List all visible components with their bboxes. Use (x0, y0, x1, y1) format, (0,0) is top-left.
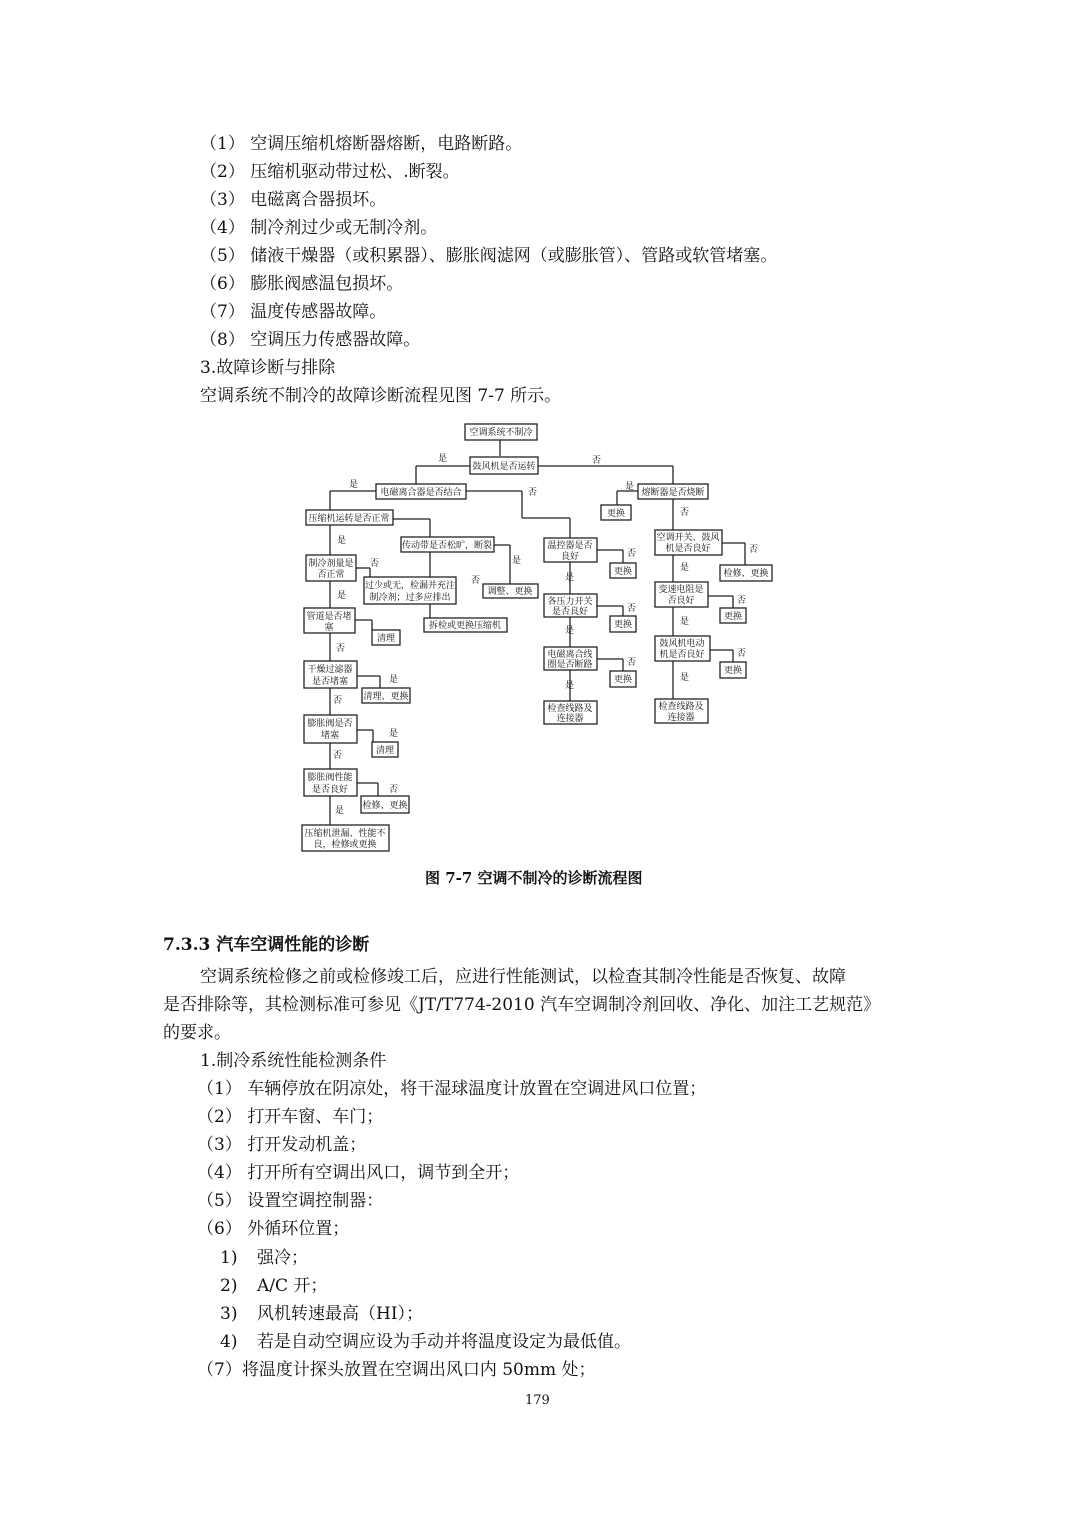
sub-item-number: 1) (220, 1248, 238, 1268)
fault-cause-6: （6） 膨胀阀感温包损坏。 (200, 274, 404, 294)
node-ac-repair (720, 565, 772, 581)
node-expansion-valve (304, 715, 357, 743)
condition-item: （1） 车辆停放在阴凉处，将干湿球温度计放置在空调进风口位置； (197, 1079, 707, 1099)
node-refrigerant-text-2: 否正常 (317, 570, 345, 580)
node-ac-switch-text-2: 机是否良好 (665, 544, 711, 554)
yes-label: 是 (565, 681, 575, 691)
node-speed-resistor (655, 582, 708, 607)
node-pressure-replace (610, 616, 636, 632)
node-expansion-valve-text-1: 膨胀阀是否 (307, 719, 353, 729)
node-pressure-switch-text-1: 各压力开关 (547, 597, 593, 607)
section-3-title: 3.故障诊断与排除 (200, 358, 336, 378)
node-pipe-clean (372, 630, 400, 645)
no-label: 否 (737, 596, 747, 606)
no-label: 否 (592, 456, 602, 466)
no-label: 否 (471, 576, 481, 586)
yes-label: 是 (337, 536, 347, 546)
node-drier-text-2: 是否堵塞 (311, 677, 349, 687)
node-refrigerant-text-1: 制冷剂量是 (308, 559, 354, 569)
sub-item-text: 风机转速最高（HI）； (257, 1304, 424, 1324)
fault-cause-2: （2） 压缩机驱动带过松、.断裂。 (200, 162, 460, 182)
sub-item-number: 4) (220, 1332, 238, 1352)
node-leak-charge-text-2: 制冷剂；过多应排出 (369, 593, 451, 603)
node-blower-text: 鼓风机是否运转 (472, 462, 536, 472)
node-compressor-run (306, 510, 393, 525)
node-ac-switch (655, 530, 722, 555)
node-disassemble-compressor-text: 拆检或更换压缩机 (428, 621, 502, 631)
node-drier-clean-replace-text: 清理、更换 (363, 692, 409, 702)
no-label: 否 (737, 649, 747, 659)
yes-label: 是 (625, 482, 635, 492)
figure-caption: 图 7-7 空调不制冷的诊断流程图 (425, 869, 643, 887)
no-label: 否 (528, 488, 538, 498)
node-check-wiring-right-text-2: 连接器 (667, 713, 695, 723)
page-number: 179 (525, 1393, 550, 1408)
node-expansion-valve-text-2: 堵塞 (320, 731, 340, 741)
node-clutch-coil-text-2: 圈是否断路 (547, 660, 593, 670)
sub-item-text: 若是自动空调应设为手动并将温度设定为最低值。 (257, 1332, 631, 1352)
yes-label: 是 (680, 673, 690, 683)
node-thermostat-text-2: 良好 (560, 552, 580, 562)
node-fuse-replace (601, 505, 631, 520)
condition-item: （6） 外循环位置； (197, 1219, 350, 1239)
node-expansion-repair (361, 796, 409, 813)
node-pressure-replace-text: 更换 (613, 620, 633, 630)
conditions-title: 1.制冷系统性能检测条件 (200, 1051, 387, 1071)
sub-item-text: A/C 开； (257, 1276, 328, 1296)
no-label: 否 (333, 751, 343, 761)
yes-label: 是 (512, 556, 522, 566)
node-thermostat (544, 538, 597, 562)
yes-label: 是 (335, 806, 345, 816)
paragraph-line: 的要求。 (163, 1023, 231, 1043)
condition-item: （3） 打开发动机盖； (197, 1135, 367, 1155)
node-adjust-replace (483, 584, 538, 598)
fault-cause-7: （7） 温度传感器故障。 (200, 302, 387, 322)
yes-label: 是 (680, 617, 690, 627)
condition-item: （4） 打开所有空调出风口，调节到全开； (197, 1163, 520, 1183)
no-label: 否 (627, 658, 637, 668)
no-label: 否 (749, 545, 759, 555)
node-expansion-repair-text: 检修、更换 (362, 801, 408, 811)
fault-cause-1: （1） 空调压缩机熔断器熔断，电路断路。 (200, 134, 523, 154)
paragraph-line: 是否排除等，其检测标准可参见《JT/T774-2010 汽车空调制冷剂回收、净化、加注工艺规范》 (163, 995, 881, 1015)
node-motor-replace (720, 662, 746, 678)
fault-cause-5: （5） 储液干燥器（或积累器）、膨胀阀滤网（或膨胀管）、管路或软管堵塞。 (200, 246, 778, 266)
node-refrigerant (306, 555, 356, 581)
node-coil-replace-text: 更换 (613, 675, 633, 685)
node-pressure-switch-text-2: 是否良好 (551, 607, 589, 617)
node-thermostat-replace-text: 更换 (613, 567, 633, 577)
node-clutch-coil (544, 647, 597, 670)
no-label: 否 (627, 549, 637, 559)
node-expansion-clean-text: 清理 (375, 746, 395, 756)
node-leak-charge (364, 577, 456, 604)
node-speed-resistor-text-2: 否良好 (667, 596, 695, 606)
fault-cause-4: （4） 制冷剂过少或无制冷剂。 (200, 218, 438, 238)
section-heading: 7.3.3 汽车空调性能的诊断 (163, 935, 370, 955)
node-blower-motor-text-2: 机是否良好 (659, 650, 705, 660)
no-label: 否 (336, 644, 346, 654)
yes-label: 是 (389, 675, 399, 685)
no-label: 否 (627, 604, 637, 614)
no-label: 否 (370, 559, 380, 569)
node-compressor-run-text: 压缩机运转是否正常 (308, 514, 390, 524)
node-ac-switch-text-1: 空调开关、鼓风 (656, 533, 720, 543)
diagnosis-flowchart (290, 415, 790, 860)
node-drier-clean-replace (362, 688, 410, 703)
node-check-wiring-right-text-1: 检查线路及 (658, 702, 704, 712)
section-3-intro: 空调系统不制冷的故障诊断流程见图 7-7 所示。 (200, 386, 562, 406)
node-fuse-text: 熔断器是否烧断 (641, 488, 705, 498)
node-drier-text-1: 干燥过滤器 (307, 665, 353, 675)
node-pressure-switch (544, 594, 597, 617)
node-disassemble-compressor (424, 618, 507, 632)
fault-cause-3: （3） 电磁离合器损坏。 (200, 190, 387, 210)
node-blower (470, 457, 538, 474)
yes-label: 是 (565, 573, 575, 583)
node-resistor-replace (720, 608, 746, 623)
condition-item: （7）将温度计探头放置在空调出风口内 50mm 处； (197, 1360, 596, 1380)
yes-label: 是 (337, 591, 347, 601)
node-blower-motor-text-1: 鼓风机电动 (659, 639, 705, 649)
yes-label: 是 (349, 480, 359, 490)
no-label: 否 (333, 696, 343, 706)
node-thermostat-text-1: 温控器是否 (547, 541, 593, 551)
sub-item-text: 强冷； (257, 1248, 308, 1268)
node-adjust-replace-text: 调整、更换 (487, 587, 533, 597)
node-pipe (304, 608, 355, 633)
node-check-wiring-left-text-2: 连接器 (556, 714, 584, 724)
node-motor-replace-text: 更换 (723, 666, 743, 676)
sub-item-number: 3) (220, 1304, 238, 1324)
node-root-text: 空调系统不制冷 (469, 428, 533, 438)
node-clutch-text: 电磁离合器是否结合 (380, 488, 462, 498)
node-resistor-replace-text: 更换 (723, 612, 743, 622)
node-compressor-final-text-2: 良，检修或更换 (313, 840, 377, 850)
yes-label: 是 (565, 626, 575, 636)
node-clutch (376, 484, 466, 499)
sub-item-number: 2) (220, 1276, 238, 1296)
node-belt (401, 537, 494, 552)
node-compressor-final (302, 825, 389, 851)
yes-label: 是 (680, 563, 690, 573)
node-leak-charge-text-1: 过少或无，检漏并充注 (364, 581, 456, 591)
node-coil-replace (610, 671, 636, 687)
node-check-wiring-right (655, 699, 708, 723)
node-fuse-replace-text: 更换 (606, 509, 626, 519)
node-speed-resistor-text-1: 变速电阻是 (658, 585, 704, 595)
paragraph-line: 空调系统检修之前或检修竣工后，应进行性能测试，以检查其制冷性能是否恢复、故障 (200, 967, 846, 987)
node-blower-motor (655, 636, 710, 661)
no-label: 否 (389, 785, 399, 795)
node-pipe-clean-text: 清理 (376, 634, 396, 644)
node-clutch-coil-text-1: 电磁离合线 (547, 650, 593, 660)
condition-item: （2） 打开车窗、车门； (197, 1107, 384, 1127)
node-belt-text: 传动带是否松旷，断裂 (401, 541, 493, 551)
node-thermostat-replace (610, 563, 636, 578)
yes-label: 是 (389, 729, 399, 739)
node-fuse (638, 484, 708, 499)
node-ac-repair-text: 检修、更换 (723, 569, 769, 579)
node-drier (304, 661, 357, 688)
node-root (465, 424, 537, 440)
no-label: 否 (680, 508, 690, 518)
node-expansion-performance-text-2: 是否良好 (311, 785, 349, 795)
node-expansion-clean (372, 742, 398, 757)
node-compressor-final-text-1: 压缩机泄漏、性能不 (304, 829, 386, 839)
yes-label: 是 (438, 454, 448, 464)
node-pipe-text-1: 管道是否堵 (306, 612, 352, 622)
node-expansion-performance (304, 769, 357, 796)
fault-cause-8: （8） 空调压力传感器故障。 (200, 330, 421, 350)
node-expansion-performance-text-1: 膨胀阀性能 (307, 773, 353, 783)
node-check-wiring-left (544, 701, 597, 724)
node-check-wiring-left-text-1: 检查线路及 (547, 704, 593, 714)
node-pipe-text-2: 塞 (324, 623, 334, 633)
condition-item: （5） 设置空调控制器： (197, 1191, 384, 1211)
